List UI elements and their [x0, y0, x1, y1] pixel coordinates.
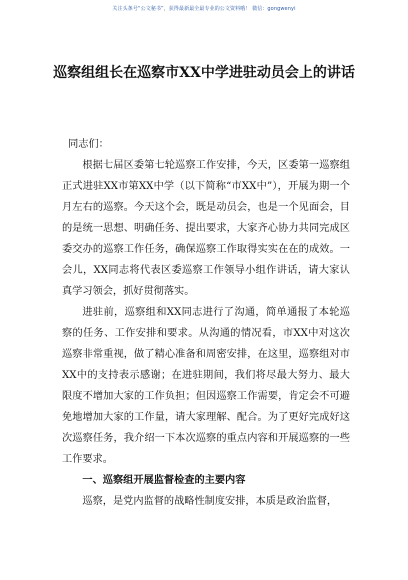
paragraph-3: 巡察，是党内监督的战略性制度安排，本质是政治监督， [82, 496, 338, 507]
paragraph-1: 根据七届区委第七轮巡察工作安排，今天，区委第一巡察组正式进驻XX市第XX中学（以下简称“市XX中”），开展为期一个月左右的巡察。今天这个会，既是动员会，也是一个见面会，目的是统一思想、明确任务、提出要求，大家齐心协力共同完成区委交办的巡察工作任务，确保巡察工作取得实实在在的成效。一会儿，XX同志将代表区委巡察工作领导小组作讲话，请大家认真学习领会，抓好贯彻落实。 [62, 160, 350, 297]
section-heading: 一、巡察组开展监督检查的主要内容 [82, 474, 246, 486]
document-title: 巡察组组长在巡察市XX中学进驻动员会上的讲话 [53, 65, 355, 81]
salutation: 同志们： [68, 139, 109, 150]
header-notice: 关注头条号“公文秘书”，获得最新最全最专业的公文资料哦！ 微信：gongwenyi [112, 6, 296, 12]
paragraph-2: 进驻前，巡察组和XX同志进行了沟通，简单通报了本轮巡察的任务、工作安排和要求。从沟通的情况看，市XX中对这次巡察非常重视，做了精心准备和周密安排，在这里，巡察组对市XX中的支持表示感谢；在进驻期间，我们将尽最大努力、最大限度不增加大家的工作负担；但因巡察工作需要，肯定会不可避免地增加大家的工作量，请大家理解、配合。为了更好完成好这次巡察任务，我介绍一下本次巡察的重点内容和开展巡察的一些工作要求。 [62, 307, 350, 465]
document-body [62, 134, 350, 512]
